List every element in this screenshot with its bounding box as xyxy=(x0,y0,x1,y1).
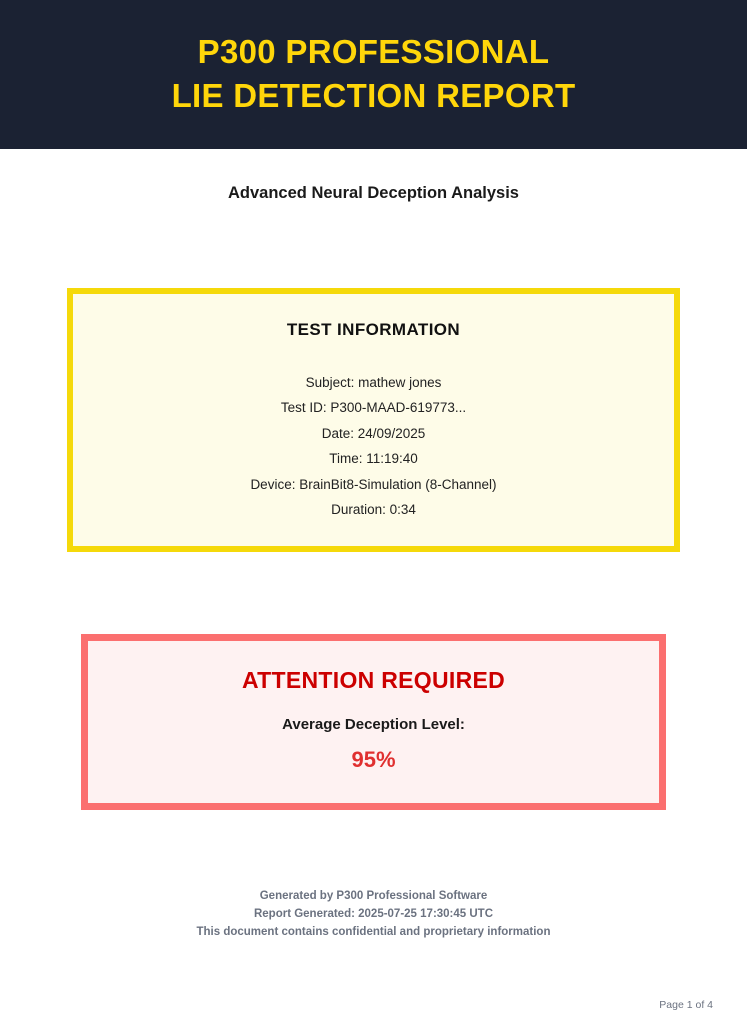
test-info-subject: Subject: mathew jones xyxy=(305,375,442,391)
test-information-title: TEST INFORMATION xyxy=(286,320,461,340)
footer-generated-at: Report Generated: 2025-07-25 17:30:45 UTC xyxy=(253,908,494,921)
report-footer xyxy=(0,888,747,941)
test-info-time: Time: 11:19:40 xyxy=(329,451,418,467)
test-info-test-id: Test ID: P300-MAAD-619773... xyxy=(280,400,467,416)
average-deception-label: Average Deception Level: xyxy=(282,716,465,734)
average-deception-value: 95% xyxy=(351,747,396,773)
footer-confidentiality-notice: This document contains confidential and proprietary information xyxy=(196,925,551,938)
report-subtitle: Advanced Neural Deception Analysis xyxy=(228,184,519,203)
report-title-line-2: LIE DETECTION REPORT xyxy=(171,76,576,114)
attention-required-panel xyxy=(81,634,666,810)
test-information-panel xyxy=(67,288,680,552)
page-number: Page 1 of 4 xyxy=(659,999,713,1011)
test-info-date: Date: 24/09/2025 xyxy=(321,425,426,441)
report-title-line-1: P300 PROFESSIONAL xyxy=(197,33,550,70)
report-title xyxy=(20,30,727,117)
test-info-device: Device: BrainBit8-Simulation (8-Channel) xyxy=(250,476,497,492)
attention-required-title: ATTENTION REQUIRED xyxy=(241,667,506,694)
report-header xyxy=(0,0,747,149)
footer-generated-by: Generated by P300 Professional Software xyxy=(259,890,488,903)
test-info-duration: Duration: 0:34 xyxy=(331,501,416,517)
